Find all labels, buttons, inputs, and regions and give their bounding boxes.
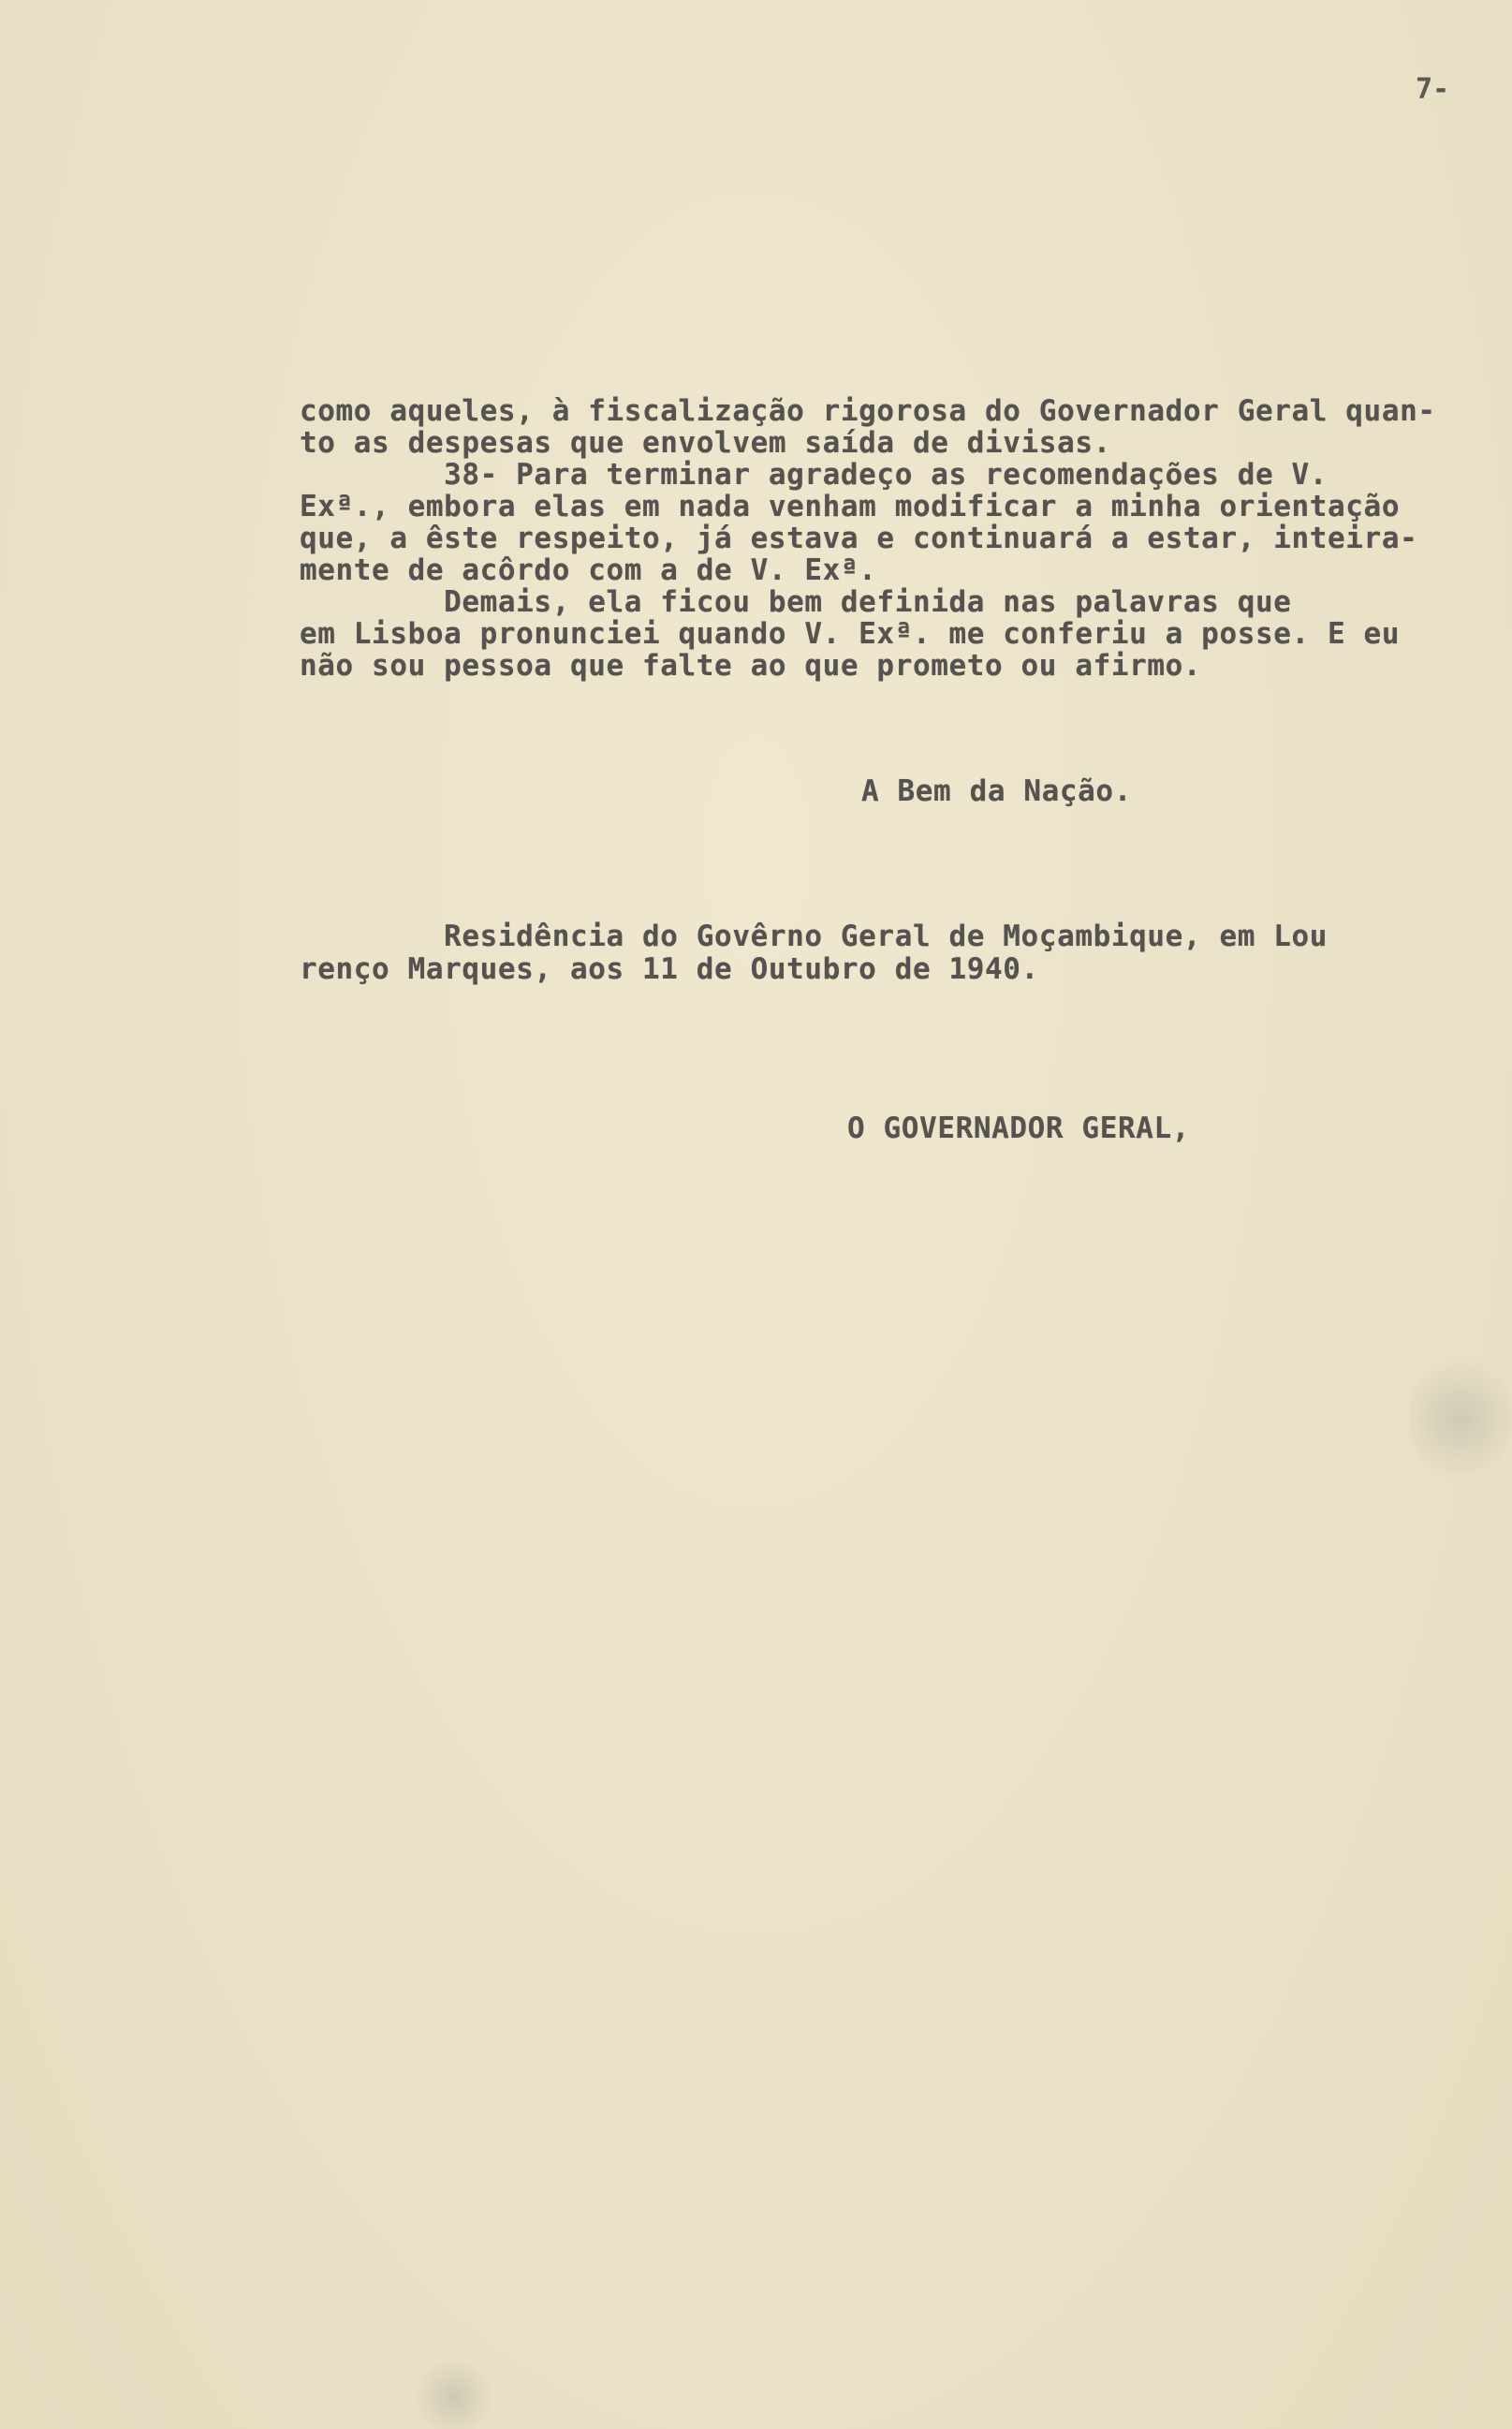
body-line: que, a êste respeito, já estava e continuará a estar, inteira-	[300, 522, 1418, 555]
place-date-line: renço Marques, aos 11 de Outubro de 1940.	[300, 952, 1039, 986]
page-number: 7-	[1416, 73, 1450, 106]
place-date-line: Residência do Govêrno Geral de Moçambique, em Lou	[300, 920, 1329, 953]
body-line: como aqueles, à fiscalização rigorosa do Governador Geral quan-	[300, 394, 1436, 428]
paper-stain	[412, 2360, 496, 2429]
body-line: Exª., embora elas em nada venham modificar a minha orientação	[300, 490, 1401, 523]
body-line: 38- Para terminar agradeço as recomendações de V.	[300, 458, 1329, 492]
body-line: to as despesas que envolvem saída de divisas.	[300, 426, 1111, 460]
signature-title: O GOVERNADOR GERAL,	[847, 1111, 1191, 1145]
closing-salutation: A Bem da Nação.	[861, 774, 1132, 808]
body-line: Demais, ela ficou bem definida nas palavras que	[300, 585, 1292, 619]
body-line: mente de acôrdo com a de V. Exª.	[300, 553, 877, 587]
body-line: não sou pessoa que falte ao que prometo ou afirmo.	[300, 649, 1202, 683]
paper-stain	[1409, 1348, 1512, 1489]
body-line: em Lisboa pronunciei quando V. Exª. me conferiu a posse. E eu	[300, 617, 1401, 651]
